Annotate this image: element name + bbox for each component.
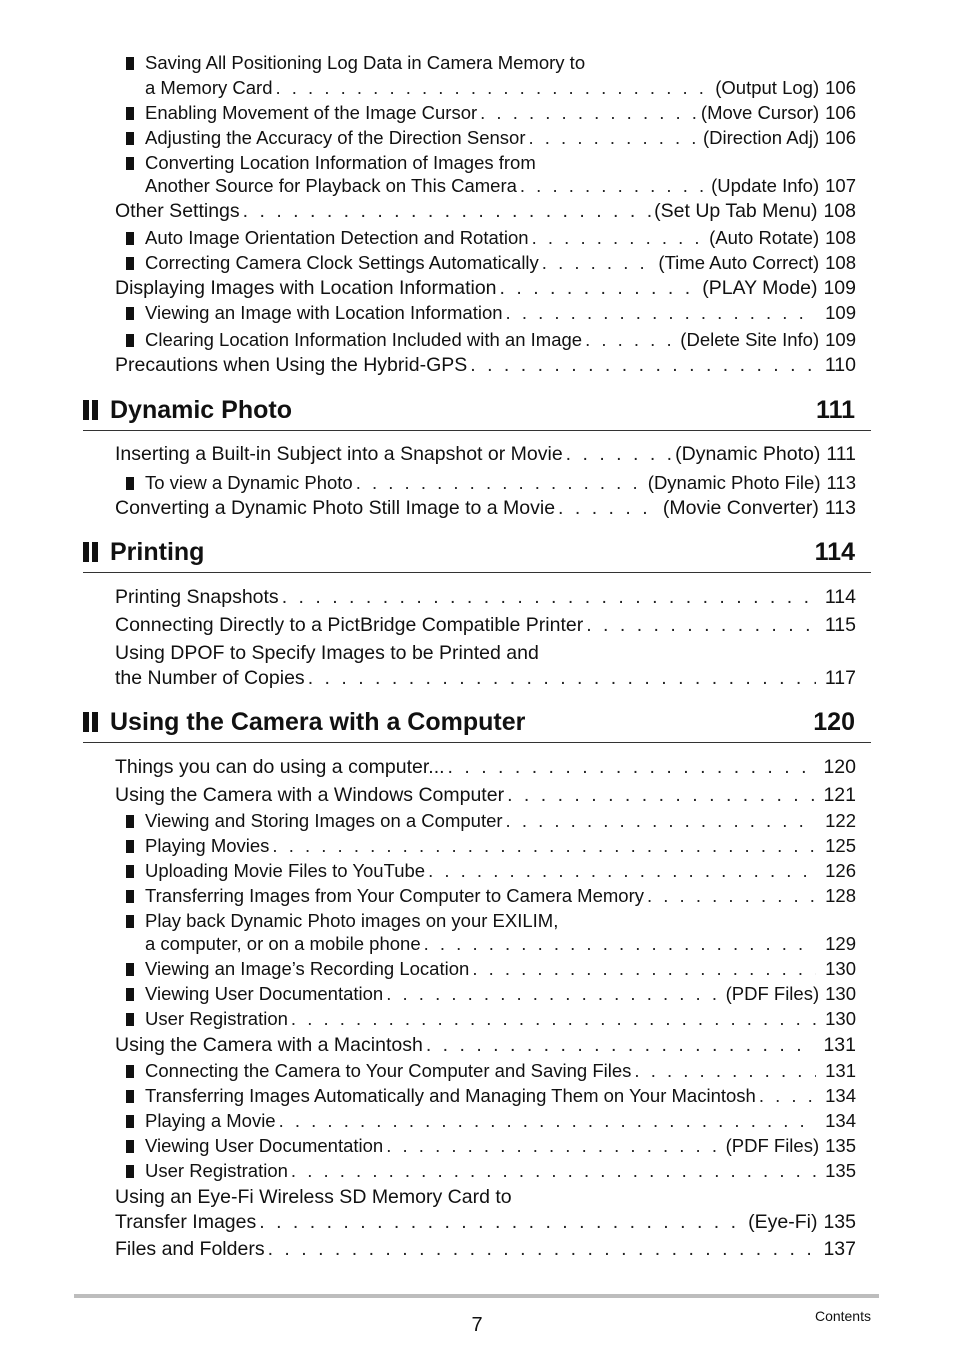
entry-text: Connecting Directly to a PictBridge Compatible Printer	[115, 614, 584, 636]
entry-text: Using DPOF to Specify Images to be Printed and	[115, 642, 539, 664]
section-title: Dynamic Photo	[110, 395, 292, 424]
toc-subentry[interactable]	[126, 860, 856, 882]
entry-text: To view a Dynamic Photo	[145, 472, 353, 493]
toc-subentry[interactable]	[126, 152, 856, 174]
entry-text: Viewing an Image with Location Information	[145, 302, 503, 323]
dot-leader	[506, 302, 817, 324]
entry-tag: (Auto Rotate)	[709, 227, 820, 248]
bullet-icon	[126, 334, 134, 347]
entry-page: 126	[825, 860, 856, 881]
entry-tag: (Movie Converter)	[662, 497, 819, 519]
bullet-icon	[126, 1115, 134, 1128]
entry-text-continued: a Memory Card	[145, 77, 273, 98]
bullet-icon	[126, 157, 134, 170]
entry-tag: (Time Auto Correct)	[658, 252, 820, 273]
toc-subentry[interactable]	[126, 252, 856, 274]
section-mark-icon	[83, 542, 101, 562]
toc-entry[interactable]	[115, 354, 856, 377]
dot-leader	[291, 1160, 816, 1182]
toc-entry[interactable]	[115, 614, 856, 637]
section-heading[interactable]	[83, 702, 871, 743]
dot-leader	[279, 1110, 817, 1132]
section-heading[interactable]	[83, 390, 871, 431]
bullet-icon	[126, 1165, 134, 1178]
entry-page: 131	[823, 1034, 856, 1056]
entry-text-continued: a computer, or on a mobile phone	[145, 933, 421, 954]
bullet-icon	[126, 477, 134, 490]
entry-page: 135	[823, 1211, 856, 1233]
bullet-icon	[126, 257, 134, 270]
toc-entry[interactable]	[115, 1238, 856, 1261]
toc-entry[interactable]	[115, 586, 856, 609]
entry-page: 108	[825, 227, 856, 248]
dot-leader	[386, 1135, 722, 1157]
entry-text: Correcting Camera Clock Settings Automatically	[145, 252, 539, 273]
dot-leader	[470, 354, 816, 377]
entry-page: 125	[825, 835, 856, 856]
entry-page: 117	[824, 667, 856, 689]
entry-tag: (Dynamic Photo File)	[647, 472, 821, 493]
toc-subentry[interactable]	[126, 329, 856, 351]
bullet-icon	[126, 57, 134, 70]
dot-leader	[506, 810, 817, 832]
toc-subentry[interactable]	[126, 52, 856, 74]
dot-leader	[585, 329, 677, 351]
dot-leader	[243, 200, 651, 223]
entry-text: Viewing User Documentation	[145, 1135, 384, 1156]
toc-subentry[interactable]	[126, 102, 856, 124]
entry-text: Printing Snapshots	[115, 586, 279, 608]
bullet-icon	[126, 865, 134, 878]
entry-page: 109	[825, 302, 856, 323]
entry-text: User Registration	[145, 1008, 288, 1029]
entry-text: Displaying Images with Location Information	[115, 277, 497, 299]
section-mark-icon	[83, 712, 101, 732]
entry-tag: (Output Log)	[715, 77, 820, 98]
entry-tag: (Set Up Tab Menu)	[654, 200, 818, 222]
section-title: Printing	[110, 537, 205, 566]
entry-page: 135	[825, 1135, 856, 1156]
bullet-icon	[126, 1140, 134, 1153]
toc-subentry[interactable]	[126, 1135, 856, 1157]
dot-leader	[424, 933, 817, 955]
toc-entry-continuation[interactable]	[115, 667, 856, 690]
entry-text: Inserting a Built-in Subject into a Snapshot or Movie	[115, 443, 563, 465]
entry-page: 110	[824, 354, 856, 376]
entry-text: Uploading Movie Files to YouTube	[145, 860, 426, 881]
bullet-icon	[126, 988, 134, 1001]
bullet-icon	[126, 107, 134, 120]
entry-text: Adjusting the Accuracy of the Direction Sensor	[145, 127, 526, 148]
dot-leader	[356, 472, 645, 494]
dot-leader	[472, 958, 816, 980]
toc-entry[interactable]	[115, 756, 856, 779]
dot-leader	[480, 102, 698, 124]
toc-subentry[interactable]	[126, 958, 856, 980]
entry-text-continued: the Number of Copies	[115, 667, 305, 689]
dot-leader	[566, 443, 672, 466]
entry-text: Playing a Movie	[145, 1110, 276, 1131]
dot-leader	[500, 277, 700, 300]
bullet-icon	[126, 840, 134, 853]
entry-page: 130	[825, 1008, 856, 1029]
entry-tag: (Direction Adj)	[702, 127, 820, 148]
section-heading[interactable]	[83, 532, 871, 573]
entry-page: 129	[825, 933, 856, 954]
entry-text: Precautions when Using the Hybrid-GPS	[115, 354, 468, 376]
dot-leader	[507, 784, 814, 807]
dot-leader	[647, 885, 816, 907]
toc-entry[interactable]	[115, 784, 856, 807]
bullet-icon	[126, 915, 134, 928]
dot-leader	[426, 1034, 815, 1057]
entry-text: Files and Folders	[115, 1238, 265, 1260]
toc-entry[interactable]	[115, 200, 856, 223]
entry-text: Connecting the Camera to Your Computer and Saving Files	[145, 1060, 632, 1081]
dot-leader	[448, 756, 815, 779]
toc-subentry[interactable]	[126, 885, 856, 907]
dot-leader	[520, 175, 708, 197]
toc-entry[interactable]	[115, 277, 856, 300]
toc-entry-continuation[interactable]	[145, 77, 856, 99]
entry-tag: (Eye-Fi)	[748, 1211, 818, 1233]
entry-page: 106	[825, 127, 856, 148]
toc-subentry[interactable]	[126, 302, 856, 324]
toc-subentry[interactable]	[126, 1008, 856, 1030]
dot-leader	[272, 835, 816, 857]
entry-page: 137	[823, 1238, 856, 1260]
entry-tag: (PDF Files)	[725, 1135, 820, 1156]
toc-subentry[interactable]	[126, 1060, 856, 1082]
entry-text: Viewing an Image’s Recording Location	[145, 958, 470, 979]
entry-page: 115	[824, 614, 856, 636]
entry-text: Things you can do using a computer...	[115, 756, 445, 778]
entry-text: User Registration	[145, 1160, 288, 1181]
bullet-icon	[126, 1090, 134, 1103]
toc-entry[interactable]	[115, 1186, 856, 1209]
entry-text: Clearing Location Information Included with an Image	[145, 329, 583, 350]
entry-page: 106	[825, 77, 856, 98]
page-number: 7	[471, 1314, 483, 1336]
entry-text: Saving All Positioning Log Data in Camera Memory to	[145, 52, 586, 73]
toc-subentry[interactable]	[126, 983, 856, 1005]
dot-leader	[528, 127, 699, 149]
entry-text: Converting a Dynamic Photo Still Image to a Movie	[115, 497, 556, 519]
bullet-icon	[126, 307, 134, 320]
entry-page: 131	[825, 1060, 856, 1081]
entry-text: Converting Location Information of Images from	[145, 152, 536, 173]
toc-subentry[interactable]	[126, 910, 856, 932]
dot-leader	[558, 497, 660, 520]
entry-text-continued: Another Source for Playback on This Camera	[145, 175, 517, 196]
toc-entry[interactable]	[115, 1034, 856, 1057]
dot-leader	[586, 614, 816, 637]
entry-page: 109	[823, 277, 856, 299]
toc-entry[interactable]	[115, 497, 856, 520]
entry-tag: (Delete Site Info)	[680, 329, 820, 350]
entry-page: 107	[825, 175, 856, 196]
entry-page: 120	[823, 756, 856, 778]
toc-entry-continuation[interactable]	[145, 175, 856, 197]
bullet-icon	[126, 132, 134, 145]
footer-rule	[74, 1294, 879, 1298]
entry-page: 130	[825, 983, 856, 1004]
entry-text-continued: Transfer Images	[115, 1211, 257, 1233]
bullet-icon	[126, 815, 134, 828]
entry-text: Play back Dynamic Photo images on your EXILIM,	[145, 910, 559, 931]
bullet-icon	[126, 1013, 134, 1026]
dot-leader	[282, 586, 816, 609]
entry-page: 113	[824, 497, 856, 519]
dot-leader	[308, 667, 816, 690]
bullet-icon	[126, 963, 134, 976]
entry-page: 121	[823, 784, 856, 806]
entry-page: 135	[825, 1160, 856, 1181]
entry-page: 108	[825, 252, 856, 273]
footer-label: Contents	[814, 1308, 871, 1324]
section-title: Using the Camera with a Computer	[110, 707, 526, 736]
entry-page: 108	[823, 200, 856, 222]
toc-entry[interactable]	[115, 443, 856, 466]
entry-page: 122	[825, 810, 856, 831]
entry-page: 130	[825, 958, 856, 979]
toc-subentry[interactable]	[126, 1110, 856, 1132]
entry-page: 109	[825, 329, 856, 350]
toc-subentry[interactable]	[126, 835, 856, 857]
dot-leader	[634, 1060, 816, 1082]
toc-subentry[interactable]	[126, 810, 856, 832]
section-mark-icon	[83, 400, 101, 420]
entry-text: Enabling Movement of the Image Cursor	[145, 102, 478, 123]
entry-page: 106	[825, 102, 856, 123]
dot-leader	[428, 860, 816, 882]
toc-entry-continuation[interactable]	[145, 933, 856, 955]
dot-leader	[532, 227, 706, 249]
bullet-icon	[126, 1065, 134, 1078]
section-page: 111	[816, 395, 855, 424]
entry-page: 113	[826, 472, 856, 493]
entry-tag: (Update Info)	[711, 175, 820, 196]
dot-leader	[275, 77, 712, 99]
section-page: 114	[814, 537, 855, 566]
toc-subentry[interactable]	[126, 472, 856, 494]
entry-text: Viewing and Storing Images on a Computer	[145, 810, 503, 831]
entry-tag: (PDF Files)	[725, 983, 820, 1004]
bullet-icon	[126, 890, 134, 903]
toc-subentry[interactable]	[126, 1160, 856, 1182]
bullet-icon	[126, 232, 134, 245]
entry-text: Using an Eye-Fi Wireless SD Memory Card to	[115, 1186, 512, 1208]
entry-text: Transferring Images from Your Computer to Camera Memory	[145, 885, 644, 906]
section-page: 120	[813, 707, 855, 736]
entry-text: Using the Camera with a Windows Computer	[115, 784, 505, 806]
entry-page: 111	[826, 443, 856, 465]
dot-leader	[259, 1211, 745, 1234]
dot-leader	[759, 1085, 816, 1107]
dot-leader	[542, 252, 656, 274]
entry-page: 114	[824, 586, 856, 608]
entry-tag: (Move Cursor)	[700, 102, 820, 123]
toc-subentry[interactable]	[126, 127, 856, 149]
entry-text: Using the Camera with a Macintosh	[115, 1034, 423, 1056]
toc-subentry[interactable]	[126, 227, 856, 249]
dot-leader	[268, 1238, 815, 1261]
entry-page: 134	[825, 1110, 856, 1131]
toc-subentry[interactable]	[126, 1085, 856, 1107]
entry-text: Auto Image Orientation Detection and Rotation	[145, 227, 529, 248]
entry-page: 134	[825, 1085, 856, 1106]
entry-tag: (PLAY Mode)	[702, 277, 818, 299]
entry-text: Transferring Images Automatically and Managing Them on Your Macintosh	[145, 1085, 756, 1106]
toc-entry-continuation[interactable]	[115, 1211, 856, 1234]
entry-tag: (Dynamic Photo)	[675, 443, 821, 465]
entry-text: Other Settings	[115, 200, 240, 222]
dot-leader	[386, 983, 722, 1005]
toc-entry[interactable]	[115, 642, 856, 665]
entry-text: Viewing User Documentation	[145, 983, 384, 1004]
entry-text: Playing Movies	[145, 835, 270, 856]
entry-page: 128	[825, 885, 856, 906]
dot-leader	[291, 1008, 816, 1030]
